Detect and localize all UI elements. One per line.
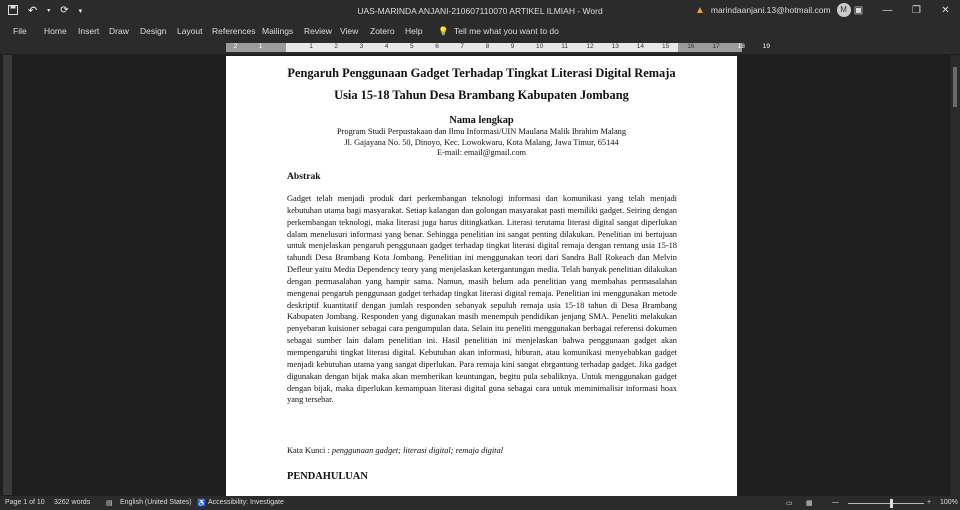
tab-file[interactable]: File [13, 26, 27, 36]
ruler-tick-label: 17 [712, 43, 720, 50]
zoom-in-icon[interactable]: + [927, 499, 932, 506]
ruler-tick-label: 19 [762, 43, 771, 50]
lightbulb-icon[interactable]: 💡 [438, 26, 449, 36]
ruler-tick-label: 14 [636, 43, 645, 50]
ribbon-display-icon[interactable]: ▣ [853, 5, 864, 16]
ruler-tick-label: 2 [334, 43, 339, 50]
tab-view[interactable]: View [340, 26, 359, 36]
doc-title-line-1: Pengaruh Penggunaan Gadget Terhadap Tingkat Literasi Digital Remaja [287, 66, 676, 80]
ruler-tick-label: 1 [309, 43, 313, 50]
author-name: Nama lengkap [449, 115, 514, 126]
account-name[interactable]: marindaanjani.13@hotmail.com [710, 5, 831, 15]
warning-icon[interactable]: ▲ [695, 4, 705, 16]
zoom-out-icon[interactable]: — [832, 499, 839, 506]
ruler-tick-label: 12 [586, 43, 594, 50]
ruler-tick-label: 7 [460, 43, 465, 50]
undo-dropdown-icon[interactable]: ▾ [47, 8, 51, 14]
tab-layout[interactable]: Layout [177, 26, 203, 36]
ruler-tick-label: 5 [410, 43, 414, 50]
vertical-ruler[interactable] [3, 55, 12, 495]
ruler-tick-label: 9 [510, 43, 515, 50]
zoom-slider-track[interactable] [848, 503, 924, 504]
affiliation-line-2: Jl. Gajayana No. 50, Dinoyo, Kec. Lowokwaru, Kota Malang, Jawa Timur, 65144 [344, 138, 619, 147]
tab-zotero[interactable]: Zotero [370, 26, 395, 36]
page-count[interactable]: Page 1 of 10 [5, 499, 45, 506]
ruler-tick-label: 15 [662, 43, 670, 50]
status-bar [0, 496, 960, 510]
read-mode-icon[interactable]: ▦ [806, 500, 813, 507]
keywords-line [287, 446, 503, 455]
ruler-bar [0, 40, 960, 54]
redo-icon[interactable]: ⟳ [60, 5, 69, 16]
tab-review[interactable]: Review [304, 26, 332, 36]
ruler-tick-label: 8 [485, 43, 490, 50]
keywords-text: penggunaan gadget; literasi digital; remaja digital [331, 446, 504, 455]
abstract-text: Gadget telah menjadi produk dari perkembangan teknologi informasi dan komunikasi yang telah menjadi kebutuhan utama bagi masyarakat. Setiap kalangan dan golongan masyarakat pasti memiliki gadget. Seiring dengan perkembangan teknologi, maka literasi juga harus ditingkatkan. Literasi terutama literasi digital sangat diperlukan dalam menelusuri informasi yang benar. Sehingga penelitian ini sangat penting dilakukan. Penelitian ini bertujuan untuk menjelaskan pengaruh penggunaan gadget terhadap tingkat literasi digital remaja dengan rentang usia 15-18 tahundi Desa Brambang Kota Jombang. Penelitian ini menggunakan teori dari Sandra Ball Rokeach dan Melvin Defleur yaitu Media Dependency teory yang menjelaskan ketergantungan media. Telah banyak penelitian dilakukan dengan permasalahan yang hampir sama. Namun, masih belum ada penelitian yang membahas permasalahan mengenai pengaruh penggunaan gadget terhadap tingkat literasi digital remaja. Penelitian ini menggunakan metode deskriptif kuantitatif dengan jumlah responden sebanyak sepuluh remaja usia 15-18 tahun di Desa Brambang Kabupaten Jombang. Responden yang digunakan masih menempuh pendidikan jenjang SMA. Peneliti melakukan penyebaran kuisioner sebagai cara pengumpulan data. Selain itu peneliti menggunakan berbagai referensi dokumen sebagai sumber lain dalam penelitian ini. Hasil penelitian ini menjelaskan bahwa penggunaan gadget akan mempengaruhi tingkat literasi digital. Kebutuhan akan informasi, hiburan, atau komunikasi menyebabkan gadget menjadi kebutuhan utama yang sangat diperlukan. Para remaja kini sangat ebrgantung terhadap gadget. Jika gadget digunakan dengan bijak maka akan memberikan keuntungan, begitu pula sebaliknya. Untuk menggunakan gadget dengan bijak, maka diperlukan kemampuan literasi digital guna sebagai cara untuk meminimalisir informasi hoax yang tersebar. [287, 194, 677, 405]
keywords-label: Kata Kunci : [287, 446, 332, 455]
tell-me-search[interactable]: Tell me what you want to do [454, 26, 559, 36]
undo-icon[interactable]: ↶ [28, 5, 38, 17]
restore-icon[interactable]: ❐ [912, 5, 921, 16]
author-email: E-mail: email@gmail.com [436, 148, 527, 157]
ruler-tick-label: 4 [384, 43, 389, 50]
abstract-heading: Abstrak [287, 171, 321, 182]
tab-design[interactable]: Design [140, 26, 167, 36]
tab-insert[interactable]: Insert [78, 26, 100, 36]
ruler-tick-label: 16 [687, 43, 695, 50]
zoom-level[interactable]: 100% [940, 499, 958, 506]
zoom-slider-thumb[interactable] [890, 499, 893, 508]
ruler-tick-label: 2 [233, 43, 238, 50]
avatar[interactable]: M [837, 3, 851, 17]
affiliation-line-1: Program Studi Perpustakaan dan Ilmu Informasi/UIN Maulana Malik Ibrahim Malang [336, 127, 627, 136]
vertical-scrollbar[interactable] [950, 55, 960, 496]
scroll-thumb[interactable] [953, 67, 957, 107]
proofing-icon[interactable]: ▤ [106, 500, 113, 507]
ruler-tick-label: 10 [536, 43, 544, 50]
pendahuluan-heading: PENDAHULUAN [287, 471, 368, 482]
ruler-tick-label: 3 [359, 43, 364, 50]
ruler-tick-label: 11 [561, 43, 568, 50]
tab-draw[interactable]: Draw [109, 26, 129, 36]
tab-mailings[interactable]: Mailings [262, 26, 294, 36]
ruler-tick-label: 1 [258, 43, 263, 50]
accessibility-icon[interactable]: ♿ [197, 500, 206, 507]
ruler-tick-label: 13 [611, 43, 619, 50]
accessibility-status[interactable]: Accessibility: Investigate [208, 499, 284, 506]
title-bar [0, 0, 960, 22]
doc-title-line-2: Usia 15-18 Tahun Desa Brambang Kabupaten Jombang [334, 88, 629, 102]
document-page[interactable] [226, 56, 737, 496]
tab-home[interactable]: Home [44, 26, 67, 36]
close-icon[interactable]: ✕ [941, 5, 950, 16]
ruler-tick-label: 6 [435, 43, 439, 50]
ribbon-tabs [0, 22, 960, 40]
tab-references[interactable]: References [212, 26, 256, 36]
word-count[interactable]: 3262 words [54, 499, 91, 506]
ruler-tick-label: 18 [737, 43, 745, 50]
language-status[interactable]: English (United States) [120, 499, 192, 506]
focus-mode-icon[interactable]: ▭ [786, 500, 793, 507]
tab-help[interactable]: Help [405, 26, 423, 36]
document-title: UAS-MARINDA ANJANI-210607110070 ARTIKEL ILMIAH - Word [357, 6, 603, 16]
customize-toolbar-icon[interactable]: ▾ [78, 7, 83, 15]
minimize-icon[interactable]: — [882, 5, 893, 16]
horizontal-ruler[interactable] [226, 43, 771, 52]
